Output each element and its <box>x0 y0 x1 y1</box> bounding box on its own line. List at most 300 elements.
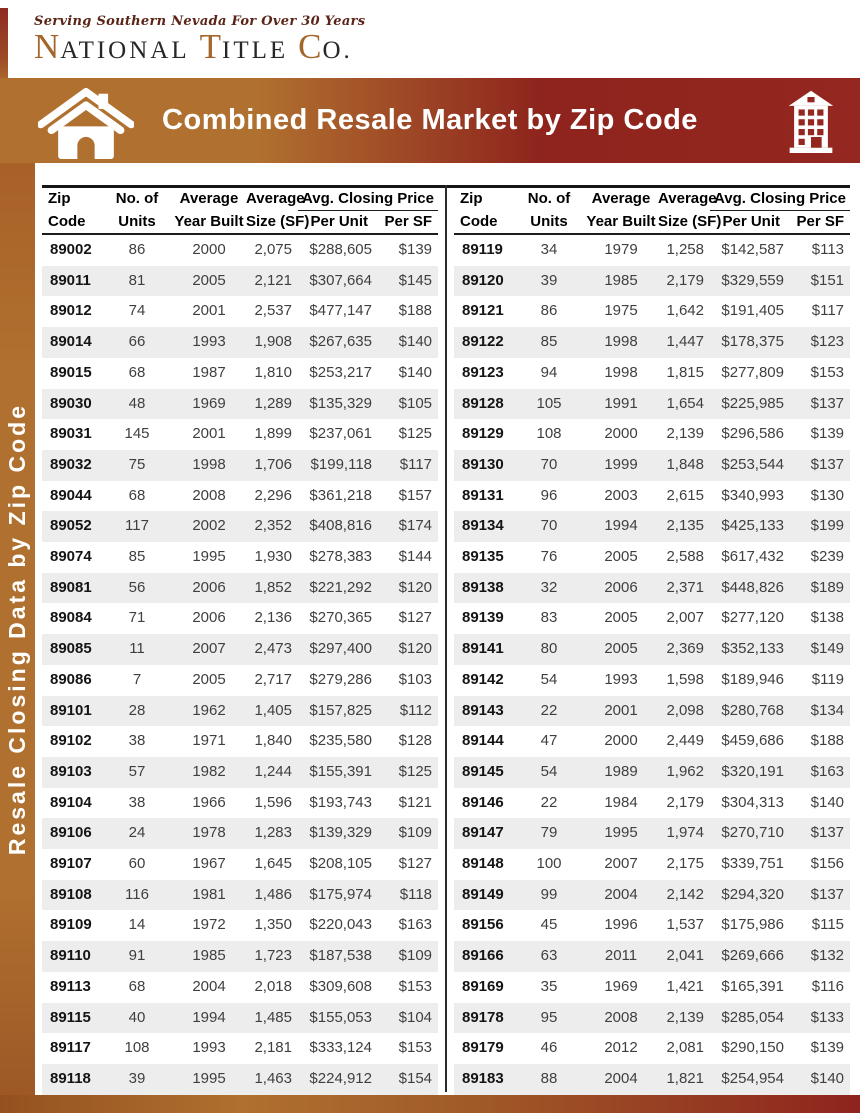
units: 39 <box>514 266 584 297</box>
year-built: 2000 <box>604 425 638 443</box>
price-per-unit: $191,405 <box>721 302 784 320</box>
price-per-unit: $270,710 <box>710 818 790 849</box>
header-units: No. of <box>527 190 571 208</box>
zip-code: 89119 <box>462 241 503 258</box>
header-size-2: Size (SF) <box>658 211 710 235</box>
price-per-unit: $135,329 <box>298 389 378 420</box>
year-built: 1995 <box>584 818 658 849</box>
header-closing-price: Avg. Closing Price <box>710 188 850 211</box>
table-row <box>42 818 438 849</box>
price-per-unit: $448,826 <box>710 573 790 604</box>
year-built: 2012 <box>604 1039 638 1057</box>
zip-code: 89108 <box>42 880 102 911</box>
header-zip: Zip <box>48 190 71 208</box>
size-sf: 2,139 <box>658 1003 710 1034</box>
units: 86 <box>540 302 558 320</box>
units: 94 <box>540 363 558 381</box>
zip-code: 89084 <box>50 609 92 627</box>
units: 63 <box>514 941 584 972</box>
units: 22 <box>540 793 558 811</box>
size-sf: 2,175 <box>666 855 704 873</box>
table-row <box>454 358 850 389</box>
year-built: 2002 <box>172 511 246 542</box>
price-per-unit: $208,105 <box>309 855 372 873</box>
building-icon <box>784 89 838 153</box>
price-per-sf: $123 <box>790 327 850 358</box>
zip-code: 89103 <box>42 757 102 788</box>
size-sf: 1,447 <box>658 327 710 358</box>
price-per-unit: $352,133 <box>710 634 790 665</box>
size-sf: 1,350 <box>254 916 292 934</box>
year-built: 1971 <box>192 732 226 750</box>
header-year-2: Year Built <box>584 211 658 235</box>
size-sf: 1,930 <box>254 548 292 566</box>
table-row <box>42 1033 438 1064</box>
table-row <box>454 880 850 911</box>
table-header <box>454 188 850 234</box>
units: 46 <box>540 1039 558 1057</box>
units: 32 <box>514 573 584 604</box>
size-sf: 1,654 <box>658 389 710 420</box>
units: 38 <box>128 732 146 750</box>
price-per-sf: $140 <box>810 793 845 811</box>
header-per-sf: Per SF <box>378 211 438 235</box>
units: 71 <box>128 609 146 627</box>
price-per-sf: $112 <box>378 696 438 727</box>
price-per-unit: $339,751 <box>721 855 784 873</box>
price-per-unit: $278,383 <box>309 548 372 566</box>
price-per-unit: $175,974 <box>298 880 378 911</box>
year-built: 2004 <box>584 880 658 911</box>
size-sf: 1,908 <box>246 327 298 358</box>
price-per-unit: $329,559 <box>710 266 790 297</box>
zip-code: 89052 <box>42 511 102 542</box>
price-per-unit: $290,150 <box>721 1039 784 1057</box>
zip-code: 89145 <box>454 757 514 788</box>
price-per-unit: $155,053 <box>298 1003 378 1034</box>
table-row <box>42 910 438 941</box>
zip-code: 89012 <box>50 302 92 320</box>
table-row <box>42 665 438 696</box>
header-zip-2: Code <box>454 211 514 235</box>
price-per-sf: $113 <box>811 241 845 258</box>
size-sf: 2,179 <box>658 266 710 297</box>
size-sf: 2,136 <box>254 609 292 627</box>
price-per-unit: $296,586 <box>721 425 784 443</box>
price-per-sf: $140 <box>378 327 438 358</box>
table-row <box>454 603 850 634</box>
price-per-sf: $157 <box>398 486 433 504</box>
price-per-sf: $163 <box>790 757 850 788</box>
units: 116 <box>102 880 172 911</box>
zip-code: 89179 <box>462 1039 504 1057</box>
zip-code: 89109 <box>50 916 92 934</box>
year-built: 2000 <box>604 732 638 750</box>
table-row <box>42 726 438 757</box>
table-row <box>42 788 438 819</box>
price-per-unit: $139,329 <box>298 818 378 849</box>
size-sf: 1,723 <box>246 941 298 972</box>
header-per-unit: Per Unit <box>710 211 790 235</box>
units: 68 <box>128 977 146 995</box>
zip-code: 89146 <box>462 793 504 811</box>
top-header <box>0 0 860 78</box>
units: 14 <box>128 916 146 934</box>
header-per-sf: Per SF <box>790 211 850 235</box>
year-built: 1994 <box>584 511 658 542</box>
size-sf: 2,135 <box>658 511 710 542</box>
zip-code: 89118 <box>42 1064 102 1095</box>
price-per-sf: $127 <box>398 609 433 627</box>
price-per-sf: $104 <box>378 1003 438 1034</box>
table-row <box>42 880 438 911</box>
price-per-sf: $118 <box>378 880 438 911</box>
units: 117 <box>102 511 172 542</box>
header-year: Average <box>591 190 651 208</box>
units: 88 <box>514 1064 584 1095</box>
price-per-unit: $297,400 <box>298 634 378 665</box>
price-per-unit: $285,054 <box>710 1003 790 1034</box>
units: 38 <box>128 793 146 811</box>
year-built: 1979 <box>604 241 638 258</box>
size-sf: 2,473 <box>246 634 298 665</box>
zip-code: 89131 <box>462 486 504 504</box>
price-per-unit: $425,133 <box>710 511 790 542</box>
year-built: 1998 <box>172 450 246 481</box>
header-year: Average <box>179 190 239 208</box>
units: 83 <box>540 609 558 627</box>
price-per-sf: $119 <box>811 670 845 688</box>
year-built: 2006 <box>172 573 246 604</box>
price-per-unit: $459,686 <box>721 732 784 750</box>
size-sf: 2,139 <box>666 425 704 443</box>
header-size: Average <box>658 190 717 208</box>
units: 45 <box>540 916 558 934</box>
table-row <box>42 941 438 972</box>
table-row <box>42 849 438 880</box>
units: 40 <box>102 1003 172 1034</box>
units: 91 <box>102 941 172 972</box>
zip-code: 89074 <box>50 548 92 566</box>
year-built: 1984 <box>604 793 638 811</box>
units: 75 <box>102 450 172 481</box>
table-row <box>42 696 438 727</box>
table-row <box>42 573 438 604</box>
year-built: 2001 <box>192 302 226 320</box>
price-per-unit: $267,635 <box>298 327 378 358</box>
size-sf: 1,485 <box>246 1003 298 1034</box>
price-per-unit: $333,124 <box>309 1039 372 1057</box>
zip-code: 89183 <box>454 1064 514 1095</box>
price-per-sf: $174 <box>378 511 438 542</box>
price-per-sf: $188 <box>398 302 433 320</box>
units: 76 <box>540 548 558 566</box>
table-row <box>454 757 850 788</box>
year-built: 2007 <box>172 634 246 665</box>
content-area <box>35 163 860 1095</box>
units: 54 <box>514 757 584 788</box>
year-built: 1975 <box>604 302 638 320</box>
price-per-sf: $120 <box>378 634 438 665</box>
title-banner <box>0 78 860 163</box>
price-per-sf: $137 <box>790 389 850 420</box>
header-units: No. of <box>115 190 159 208</box>
year-built: 2003 <box>604 486 638 504</box>
price-per-unit: $165,391 <box>721 977 784 995</box>
zip-code: 89117 <box>50 1039 91 1057</box>
year-built: 1993 <box>192 1039 226 1057</box>
price-per-unit: $477,147 <box>309 302 372 320</box>
units: 79 <box>514 818 584 849</box>
left-edge-accent <box>0 8 8 78</box>
size-sf: 1,486 <box>246 880 298 911</box>
price-per-sf: $116 <box>811 977 845 995</box>
price-per-sf: $137 <box>790 818 850 849</box>
year-built: 2008 <box>584 1003 658 1034</box>
year-built: 2005 <box>584 634 658 665</box>
price-per-sf: $133 <box>790 1003 850 1034</box>
price-per-sf: $151 <box>790 266 850 297</box>
zip-code: 89031 <box>50 425 92 443</box>
size-sf: 1,421 <box>666 977 704 995</box>
zip-code: 89110 <box>42 941 102 972</box>
size-sf: 2,121 <box>246 266 298 297</box>
year-built: 1996 <box>604 916 638 934</box>
size-sf: 1,463 <box>246 1064 298 1095</box>
price-per-unit: $142,587 <box>721 241 784 258</box>
year-built: 1982 <box>172 757 246 788</box>
size-sf: 2,537 <box>254 302 292 320</box>
zip-code: 89178 <box>454 1003 514 1034</box>
units: 68 <box>128 363 146 381</box>
size-sf: 1,289 <box>246 389 298 420</box>
logo-word: TITLE <box>199 27 289 66</box>
table-row <box>454 1003 850 1034</box>
zip-code: 89121 <box>462 302 504 320</box>
price-per-unit: $279,286 <box>309 670 372 688</box>
units: 47 <box>540 732 558 750</box>
units: 96 <box>540 486 558 504</box>
table-row <box>42 419 438 450</box>
header-per-unit: Per Unit <box>298 211 378 235</box>
size-sf: 1,848 <box>658 450 710 481</box>
year-built: 1978 <box>172 818 246 849</box>
table-row <box>454 481 850 512</box>
table-row <box>454 665 850 696</box>
year-built: 1987 <box>192 363 226 381</box>
zip-code: 89085 <box>42 634 102 665</box>
zip-code: 89014 <box>42 327 102 358</box>
price-per-sf: $139 <box>810 1039 845 1057</box>
price-per-sf: $128 <box>398 732 433 750</box>
size-sf: 2,296 <box>254 486 292 504</box>
table-row <box>42 634 438 665</box>
size-sf: 2,098 <box>658 696 710 727</box>
units: 145 <box>124 425 150 443</box>
zip-code: 89134 <box>454 511 514 542</box>
units: 108 <box>536 425 562 443</box>
table-row <box>454 296 850 327</box>
size-sf: 1,840 <box>254 732 292 750</box>
units: 11 <box>102 634 172 665</box>
price-per-sf: $154 <box>378 1064 438 1095</box>
zip-code: 89086 <box>50 670 92 688</box>
header-year-2: Year Built <box>172 211 246 235</box>
year-built: 2004 <box>192 977 226 995</box>
size-sf: 1,537 <box>666 916 704 934</box>
size-sf: 2,588 <box>666 548 704 566</box>
zip-code: 89128 <box>454 389 514 420</box>
year-built: 2011 <box>584 941 658 972</box>
tables-region <box>42 185 850 1095</box>
zip-code: 89139 <box>462 609 504 627</box>
year-built: 2001 <box>192 425 226 443</box>
zip-code: 89144 <box>462 732 504 750</box>
size-sf: 1,596 <box>254 793 292 811</box>
size-sf: 2,075 <box>254 241 292 258</box>
size-sf: 2,369 <box>658 634 710 665</box>
table-divider <box>445 185 447 1092</box>
price-per-sf: $121 <box>398 793 433 811</box>
size-sf: 2,615 <box>666 486 704 504</box>
price-per-unit: $277,120 <box>721 609 784 627</box>
price-per-sf: $137 <box>790 450 850 481</box>
table-row <box>42 542 438 573</box>
year-built: 2005 <box>192 670 226 688</box>
size-sf: 1,258 <box>666 241 704 258</box>
units: 7 <box>132 670 142 688</box>
year-built: 2006 <box>192 609 226 627</box>
year-built: 1966 <box>192 793 226 811</box>
header-zip: Zip <box>460 190 483 208</box>
year-built: 1969 <box>604 977 638 995</box>
year-built: 2005 <box>604 609 638 627</box>
size-sf: 1,283 <box>246 818 298 849</box>
year-built: 1991 <box>584 389 658 420</box>
table-row <box>42 358 438 389</box>
year-built: 1967 <box>192 855 226 873</box>
price-per-sf: $156 <box>810 855 845 873</box>
price-per-sf: $105 <box>378 389 438 420</box>
price-per-sf: $153 <box>398 1039 433 1057</box>
zip-code: 89141 <box>454 634 514 665</box>
zip-table-left <box>42 188 438 1095</box>
price-per-sf: $140 <box>790 1064 850 1095</box>
table-row <box>454 941 850 972</box>
year-built: 2005 <box>604 548 638 566</box>
zip-table-right <box>454 188 850 1095</box>
header-units-2: Units <box>102 211 172 235</box>
table-row <box>454 1033 850 1064</box>
units: 24 <box>102 818 172 849</box>
table-row <box>42 757 438 788</box>
price-per-unit: $193,743 <box>309 793 372 811</box>
units: 85 <box>514 327 584 358</box>
price-per-unit: $225,985 <box>710 389 790 420</box>
price-per-sf: $153 <box>810 363 845 381</box>
price-per-unit: $320,191 <box>710 757 790 788</box>
size-sf: 1,642 <box>666 302 704 320</box>
units: 22 <box>514 696 584 727</box>
zip-code: 89123 <box>462 363 504 381</box>
table-row <box>42 481 438 512</box>
zip-code: 89143 <box>454 696 514 727</box>
zip-code: 89156 <box>462 916 504 934</box>
units: 108 <box>124 1039 150 1057</box>
units: 95 <box>514 1003 584 1034</box>
units: 80 <box>514 634 584 665</box>
size-sf: 1,821 <box>658 1064 710 1095</box>
table-row <box>42 511 438 542</box>
price-per-sf: $103 <box>398 670 433 688</box>
table-row <box>42 389 438 420</box>
year-built: 1989 <box>584 757 658 788</box>
header-size: Average <box>246 190 305 208</box>
size-sf: 1,815 <box>666 363 704 381</box>
price-per-unit: $294,320 <box>710 880 790 911</box>
table-row <box>454 634 850 665</box>
zip-code: 89169 <box>462 977 504 995</box>
size-sf: 2,081 <box>666 1039 704 1057</box>
price-per-unit: $340,993 <box>721 486 784 504</box>
size-sf: 2,018 <box>254 977 292 995</box>
size-sf: 2,449 <box>666 732 704 750</box>
logo-tagline: Serving Southern Nevada For Over 30 Years <box>34 14 366 29</box>
price-per-unit: $235,580 <box>309 732 372 750</box>
price-per-sf: $153 <box>398 977 433 995</box>
zip-code: 89130 <box>454 450 514 481</box>
year-built: 2004 <box>584 1064 658 1095</box>
price-per-sf: $239 <box>810 548 845 566</box>
units: 57 <box>102 757 172 788</box>
size-sf: 2,717 <box>254 670 292 688</box>
table-row <box>454 389 850 420</box>
size-sf: 1,598 <box>666 670 704 688</box>
price-per-sf: $144 <box>398 548 433 566</box>
year-built: 1998 <box>584 327 658 358</box>
size-sf: 1,962 <box>658 757 710 788</box>
table-row <box>42 327 438 358</box>
zip-code: 89147 <box>454 818 514 849</box>
logo-wordmark <box>34 27 353 68</box>
price-per-unit: $157,825 <box>298 696 378 727</box>
units: 60 <box>128 855 146 873</box>
year-built: 1972 <box>192 916 226 934</box>
bottom-bar <box>0 1095 860 1113</box>
zip-code: 89135 <box>462 548 504 566</box>
price-per-sf: $132 <box>790 941 850 972</box>
table-row <box>42 450 438 481</box>
price-per-unit: $253,217 <box>309 363 372 381</box>
price-per-unit: $178,375 <box>710 327 790 358</box>
year-built: 1999 <box>584 450 658 481</box>
price-per-unit: $254,954 <box>710 1064 790 1095</box>
zip-code: 89002 <box>50 241 92 258</box>
table-row <box>42 1064 438 1095</box>
price-per-sf: $127 <box>398 855 433 873</box>
price-per-unit: $155,391 <box>298 757 378 788</box>
price-per-sf: $134 <box>790 696 850 727</box>
units: 48 <box>102 389 172 420</box>
price-per-sf: $189 <box>790 573 850 604</box>
price-per-sf: $120 <box>378 573 438 604</box>
table-row <box>454 573 850 604</box>
price-per-sf: $140 <box>398 363 433 381</box>
logo-word: NATIONAL <box>34 27 190 66</box>
units: 56 <box>102 573 172 604</box>
price-per-unit: $408,816 <box>298 511 378 542</box>
units: 34 <box>540 241 558 258</box>
